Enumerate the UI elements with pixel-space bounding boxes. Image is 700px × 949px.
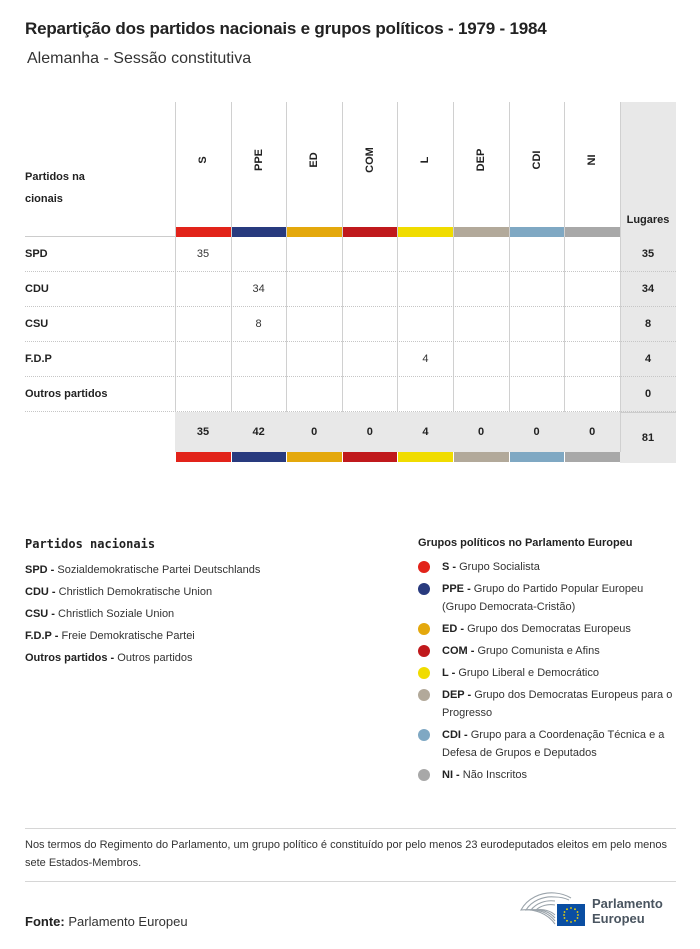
color-dot-icon [418, 623, 430, 635]
party-fullname: Outros partidos [117, 652, 193, 664]
source-label: Fonte: [25, 914, 65, 929]
party-abbr: F.D.P - [25, 630, 59, 642]
color-dot-icon [418, 769, 430, 781]
seat-cell [453, 377, 509, 412]
group-fullname: Grupo dos Democratas Europeus para o Progresso [442, 689, 673, 719]
column-header-label: CDI [530, 150, 543, 170]
groups-legend-title: Grupos políticos no Parlamento Europeu [418, 537, 633, 549]
seat-cell [286, 342, 342, 377]
group-total: 35 [196, 426, 210, 438]
logo-text [592, 896, 663, 926]
column-header-label: S [197, 156, 209, 164]
party-fullname: Christlich Demokratische Union [58, 586, 213, 598]
column-header-l [397, 102, 453, 227]
row-header-label: Partidos nacionais [25, 171, 85, 205]
party-name: F.D.P [25, 353, 52, 365]
hemicycle-flag-icon [519, 890, 591, 930]
seat-cell [397, 272, 453, 307]
seat-cell [342, 342, 398, 377]
group-legend-item [418, 620, 678, 638]
party-legend-item [25, 625, 260, 647]
column-header-s [175, 102, 231, 227]
column-header-label: L [419, 156, 432, 164]
group-fullname: Grupo do Partido Popular Europeu (Grupo Democrata-Cristão) [442, 583, 644, 613]
group-abbr: L - [442, 667, 456, 679]
footer-color-bar-cdi [510, 452, 565, 462]
color-dot-icon [418, 583, 430, 595]
group-total: 0 [311, 426, 318, 438]
party-legend-item [25, 559, 260, 581]
group-fullname: Grupo dos Democratas Europeus [467, 623, 631, 635]
footer-color-bar-l [398, 452, 453, 462]
seat-cell [564, 272, 620, 307]
color-dot-icon [418, 561, 430, 573]
party-abbr: SPD - [25, 564, 55, 576]
seat-cell [397, 237, 453, 272]
footer-color-bar-dep [454, 452, 509, 462]
party-abbr: CSU - [25, 608, 55, 620]
table-row [25, 342, 676, 377]
group-total: 0 [533, 426, 540, 438]
row-seat-total: 4 [644, 353, 652, 365]
header-color-bar-ppe [232, 227, 287, 237]
header-color-bar-ed [287, 227, 342, 237]
column-header-label: ED [308, 152, 321, 168]
seat-cell [231, 237, 287, 272]
group-abbr: DEP - [442, 689, 472, 701]
seat-cell [175, 342, 231, 377]
party-fullname: Christlich Soziale Union [58, 608, 175, 620]
group-total: 0 [477, 426, 485, 438]
group-abbr: PPE - [442, 583, 471, 595]
footnote: Nos termos do Regimento do Parlamento, um grupo político é constituído por pelo menos 23 eurodeputados eleitos em pelo menos sete Estados-Membros. [25, 839, 668, 869]
seat-cell [397, 307, 453, 342]
seat-cell [509, 377, 565, 412]
seat-cell [342, 237, 398, 272]
seat-cell: 35 [196, 248, 210, 260]
row-seat-total: 35 [641, 248, 655, 260]
seat-cell [342, 272, 398, 307]
seat-cell [453, 342, 509, 377]
seat-cell [175, 272, 231, 307]
footer-color-bar-s [176, 452, 231, 462]
totals-row [175, 412, 620, 452]
party-legend-item [25, 603, 260, 625]
seat-cell [453, 272, 509, 307]
grand-total: 81 [620, 412, 676, 462]
party-name: CSU [25, 318, 49, 330]
parties-legend [25, 537, 260, 669]
parliament-logo [519, 890, 679, 930]
column-header-com [342, 102, 398, 227]
seats-header: Lugares [626, 214, 670, 226]
color-dot-icon [418, 667, 430, 679]
page-subtitle: Alemanha - Sessão constitutiva [27, 50, 252, 67]
seat-cell [509, 272, 565, 307]
seat-cell [231, 377, 287, 412]
party-fullname: Sozialdemokratische Partei Deutschlands [57, 564, 261, 576]
column-header-label: COM [363, 147, 376, 173]
group-legend-item [418, 664, 678, 682]
column-header-label: DEP [475, 148, 487, 172]
row-seat-total: 8 [644, 318, 652, 330]
header-color-bar-cdi [510, 227, 565, 237]
seat-cell [286, 272, 342, 307]
footer-color-bar-com [343, 452, 398, 462]
group-legend-item [418, 642, 678, 660]
group-total: 42 [252, 426, 265, 438]
table-row [25, 377, 676, 412]
party-abbr: Outros partidos - [25, 652, 115, 664]
group-fullname: Grupo para a Coordenação Técnica e a Defesa de Grupos e Deputados [442, 729, 665, 759]
row-header [25, 102, 175, 237]
footer-color-bar-ppe [232, 452, 287, 462]
group-abbr: NI - [442, 769, 460, 781]
seat-cell [453, 237, 509, 272]
table-row [25, 307, 676, 342]
logo-line-2: Europeu [592, 911, 645, 926]
seat-cell [564, 307, 620, 342]
group-total: 0 [589, 426, 596, 438]
seat-cell [286, 237, 342, 272]
column-header-cdi [509, 102, 565, 227]
party-fullname: Freie Demokratische Partei [61, 630, 195, 642]
seat-cell: 4 [422, 353, 429, 365]
group-fullname: Grupo Socialista [459, 561, 540, 573]
group-fullname: Não Inscritos [462, 769, 527, 781]
parties-legend-title: Partidos nacionais [25, 537, 156, 551]
header-color-bar-ni [565, 227, 620, 237]
seat-cell [231, 342, 287, 377]
header-color-bar-com [343, 227, 398, 237]
color-dot-icon [418, 645, 430, 657]
group-legend-item [418, 558, 678, 576]
seat-cell [453, 307, 509, 342]
footer-color-bar-ed [287, 452, 342, 462]
group-abbr: COM - [442, 645, 475, 657]
party-name: CDU [25, 283, 49, 295]
column-header-ppe [231, 102, 287, 227]
groups-legend [418, 537, 678, 788]
seat-cell [509, 342, 565, 377]
row-seat-total: 34 [641, 283, 655, 295]
header-color-bar-l [398, 227, 453, 237]
divider [25, 881, 676, 882]
divider [25, 828, 676, 829]
seat-cell [509, 237, 565, 272]
table-row [25, 237, 676, 272]
seat-cell [509, 307, 565, 342]
table-row [25, 272, 676, 307]
seat-cell [175, 307, 231, 342]
party-abbr: CDU - [25, 586, 56, 598]
group-abbr: CDI - [442, 729, 468, 741]
column-header-ed [286, 102, 342, 227]
group-total: 4 [422, 426, 429, 438]
column-header-ni [564, 102, 620, 227]
header-color-bar-dep [454, 227, 509, 237]
party-legend-item [25, 647, 260, 669]
column-header-label: PPE [252, 148, 265, 172]
party-name: SPD [25, 248, 48, 260]
seat-cell [397, 377, 453, 412]
group-legend-item [418, 766, 678, 784]
color-dot-icon [418, 729, 430, 741]
group-legend-item [418, 686, 678, 722]
group-legend-item [418, 726, 678, 762]
logo-line-1: Parlamento [592, 896, 663, 911]
seat-cell [175, 377, 231, 412]
row-seat-total: 0 [644, 388, 652, 400]
header-color-bar-s [176, 227, 231, 237]
seat-cell [564, 342, 620, 377]
source-value: Parlamento Europeu [68, 914, 188, 929]
footer-color-bar-ni [565, 452, 620, 462]
group-abbr: ED - [442, 623, 464, 635]
color-dot-icon [418, 689, 430, 701]
seat-cell: 8 [255, 318, 262, 330]
group-abbr: S - [442, 561, 457, 573]
page-title: Repartição dos partidos nacionais e grupos políticos - 1979 - 1984 [25, 19, 547, 38]
seat-cell: 34 [252, 283, 265, 295]
column-header-dep [453, 102, 509, 227]
group-fullname: Grupo Comunista e Afins [477, 645, 600, 657]
seat-cell [564, 237, 620, 272]
group-legend-item [418, 580, 678, 616]
seat-cell [342, 377, 398, 412]
column-header-label: NI [586, 154, 599, 166]
group-fullname: Grupo Liberal e Democrático [458, 667, 599, 679]
party-name: Outros partidos [25, 388, 108, 400]
seat-cell [286, 307, 342, 342]
seat-cell [564, 377, 620, 412]
party-legend-item [25, 581, 260, 603]
group-total: 0 [366, 426, 373, 438]
seat-cell [286, 377, 342, 412]
seat-cell [342, 307, 398, 342]
source [25, 914, 188, 929]
